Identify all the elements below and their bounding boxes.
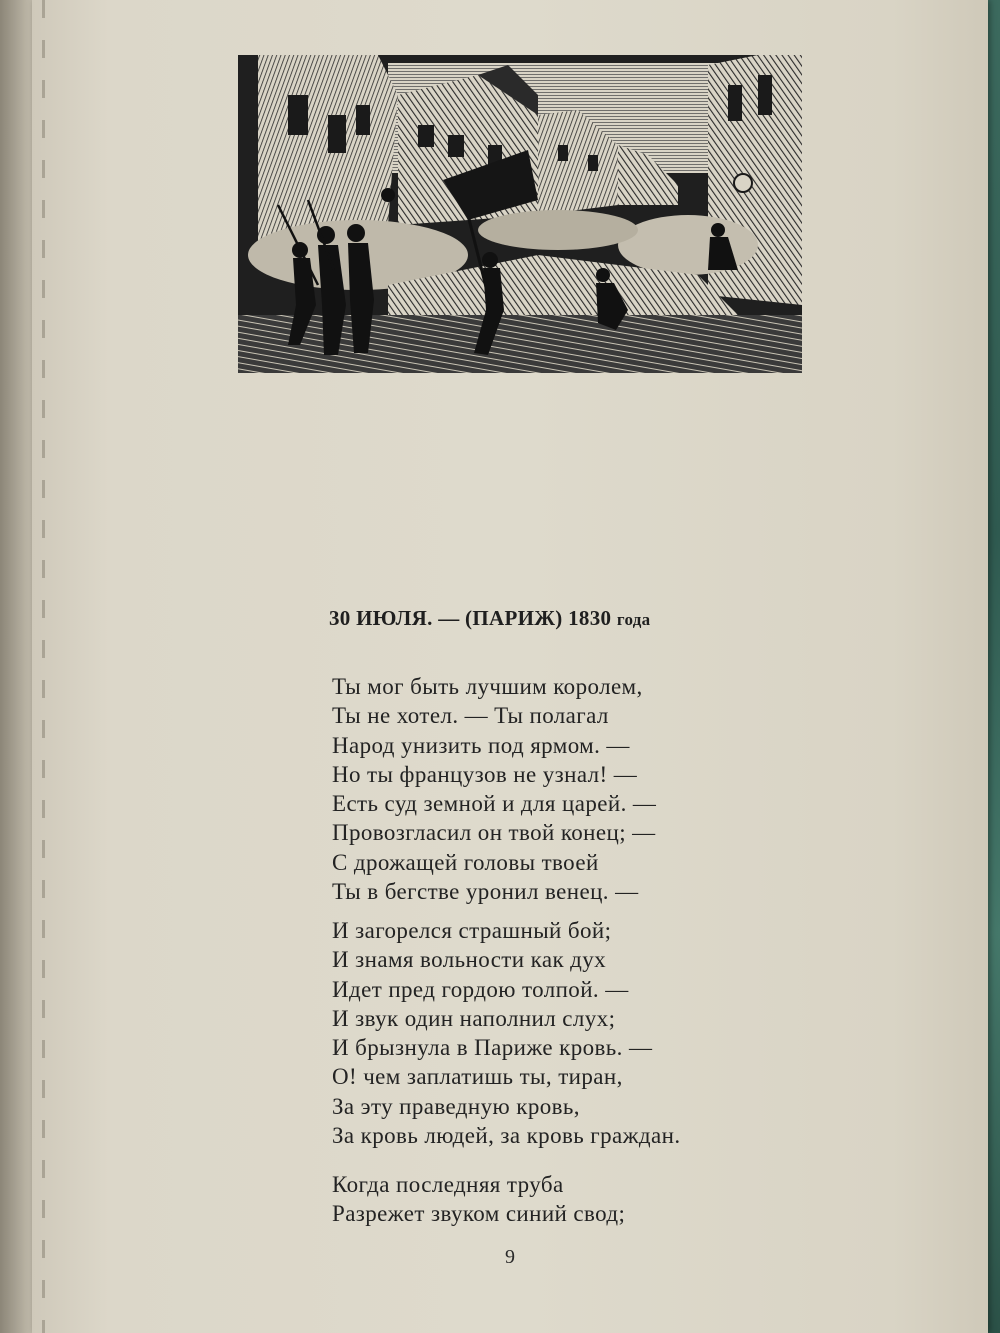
poem-line: О! чем заплатишь ты, тиран, (332, 1064, 623, 1090)
page-number: 9 (505, 1246, 515, 1268)
poem-line: Ты мог быть лучшим королем, (332, 674, 643, 699)
poem-line: Провозгласил он твой конец; — (332, 820, 656, 846)
poem-line: За эту праведную кровь, (332, 1093, 580, 1119)
stanza-3 (332, 1170, 892, 1229)
poem-title-suffix: года (616, 610, 651, 629)
spine-stitching (42, 0, 45, 1333)
poem-line: Но ты французов не узнал! — (332, 761, 638, 787)
poem-line: И загорелся страшный бой; (332, 918, 612, 943)
poem-line: Народ унизить под ярмом. — (332, 732, 630, 758)
engraving-illustration (238, 55, 802, 373)
poem-line: Ты в бегстве уронил венец. — (332, 879, 639, 905)
poem-line: Разрежет звуком синий свод; (332, 1201, 626, 1227)
poem-line: Идет пред гордою толпой. — (332, 976, 629, 1002)
poem-line: И брызнула в Париже кровь. — (332, 1035, 653, 1061)
poem-line: Когда последняя труба (332, 1172, 564, 1197)
poem-line: Ты не хотел. — Ты полагал (332, 703, 609, 729)
poem-line: Есть суд земной и для царей. — (332, 791, 657, 817)
poem-line: И знамя вольности как дух (332, 947, 607, 973)
stanza-2 (332, 916, 892, 1150)
poem-line: И звук один наполнил слух; (332, 1005, 616, 1031)
poem-title (329, 606, 650, 631)
stanza-1 (332, 672, 892, 906)
poem-line: За кровь людей, за кровь граждан. (332, 1123, 681, 1149)
poem-title-main: 30 ИЮЛЯ. — (ПАРИЖ) 1830 (329, 606, 612, 630)
poem-line: С дрожащей головы твоей (332, 849, 599, 875)
